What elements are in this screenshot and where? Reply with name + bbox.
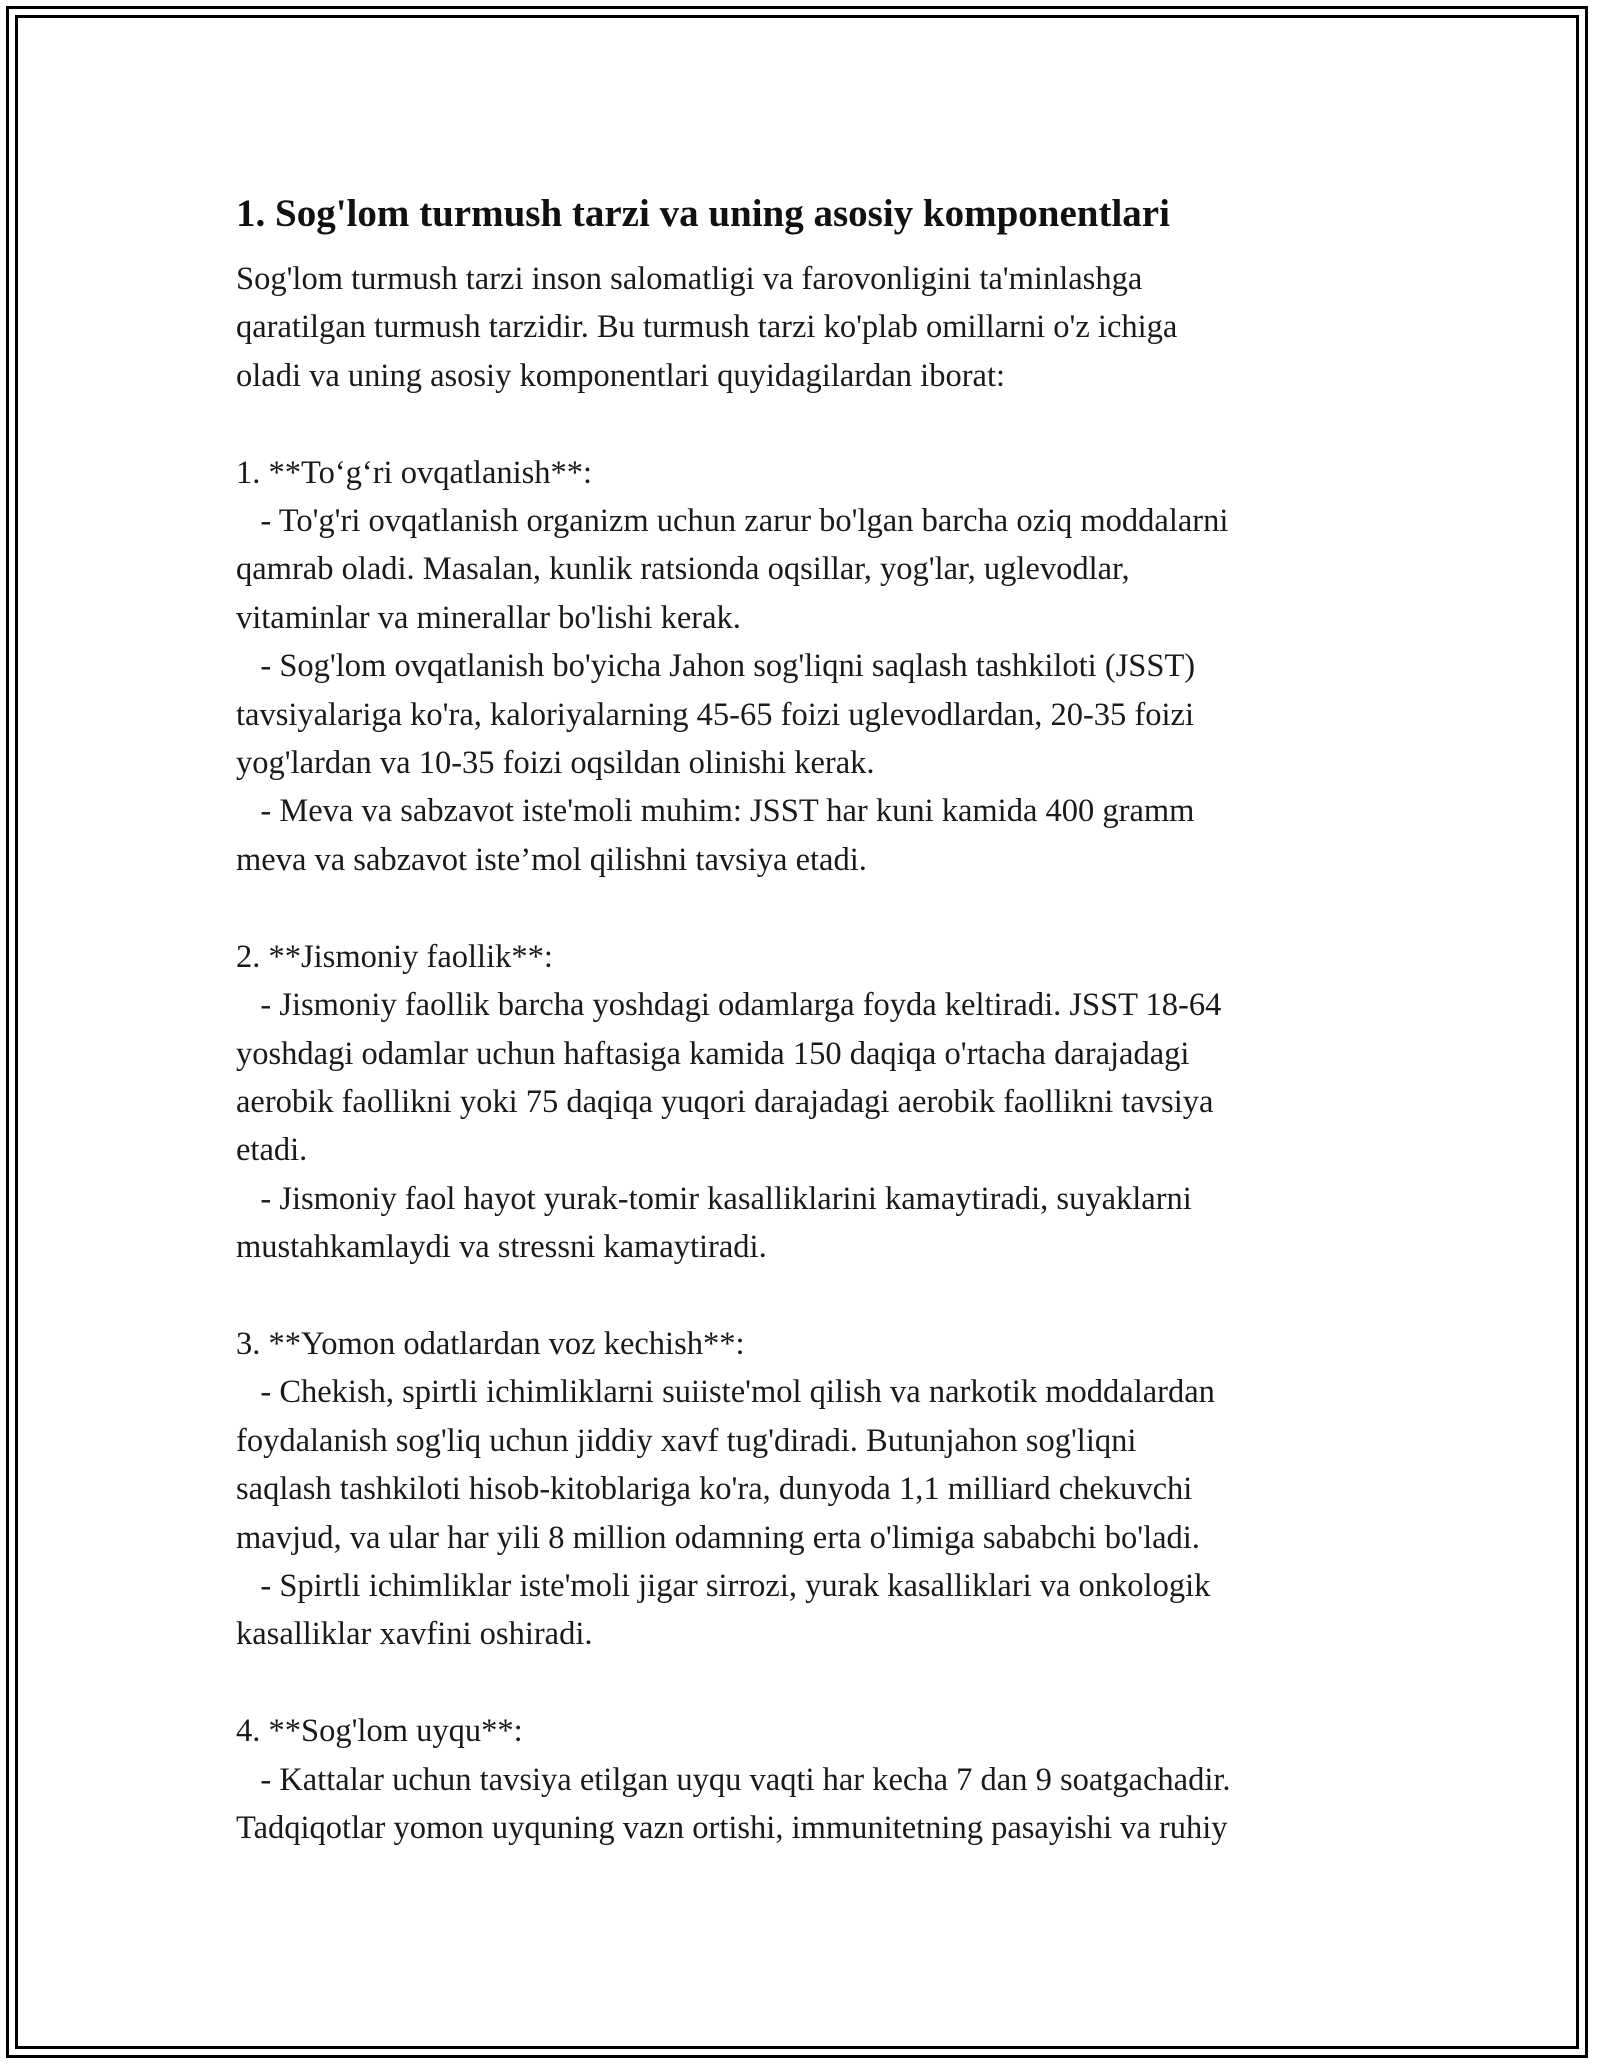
section-heading: 1. Sog'lom turmush tarzi va uning asosiy komponentlari [236,192,1170,235]
document-content [236,185,1366,1852]
section-body: Sog'lom turmush tarzi inson salomatligi va farovonligini ta'minlashga qaratilgan turmush tarzidir. Bu turmush tarzi ko'plab omillarni o'z ichiga oladi va uning asosiy komponentlari quyidagilardan iborat: 1. **To‘g‘ri ovqatlanish**: - To'g'ri ovqatlanish organizm uchun zarur bo'lgan barcha oziq moddalarni qamrab oladi. Masalan, kunlik ratsionda oqsillar, yog'lar, uglevodlar, vitaminlar va minerallar bo'lishi kerak. - Sog'lom ovqatlanish bo'yicha Jahon sog'liqni saqlash tashkiloti (JSST) tavsiyalariga ko'ra, kaloriyalarning 45-65 foizi uglevodlardan, 20-35 foizi yog'lardan va 10-35 foizi oqsildan olinishi kerak. - Meva va sabzavot iste'moli muhim: JSST har kuni kamida 400 gramm meva va sabzavot iste’mol qilishni tavsiya etadi. 2. **Jismoniy faollik**: - Jismoniy faollik barcha yoshdagi odamlarga foyda keltiradi. JSST 18-64 yoshdagi odamlar uchun haftasiga kamida 150 daqiqa o'rtacha darajadagi aerobik faollikni yoki 75 daqiqa yuqori darajadagi aerobik faollikni tavsiya etadi. - Jismoniy faol hayot yurak-tomir kasalliklarini kamaytiradi, suyaklarni mustahkamlaydi va stressni kamaytiradi. 3. **Yomon odatlardan voz kechish**: - Chekish, spirtli ichimliklarni suiiste'mol qilish va narkotik moddalardan foydalanish sog'liq uchun jiddiy xavf tug'diradi. Butunjahon sog'liqni saqlash tashkiloti hisob-kitoblariga ko'ra, dunyoda 1,1 milliard chekuvchi mavjud, va ular har yili 8 million odamning erta o'limiga sababchi bo'ladi. - Spirtli ichimliklar iste'moli jigar sirrozi, yurak kasalliklari va onkologik kasalliklar xavfini oshiradi. 4. **Sog'lom uyqu**: - Kattalar uchun tavsiya etilgan uyqu vaqti har kecha 7 dan 9 soatgachadir. Tadqiqotlar yomon uyquning vazn ortishi, immunitetning pasayishi va ruhiy [236,261,1231,1846]
